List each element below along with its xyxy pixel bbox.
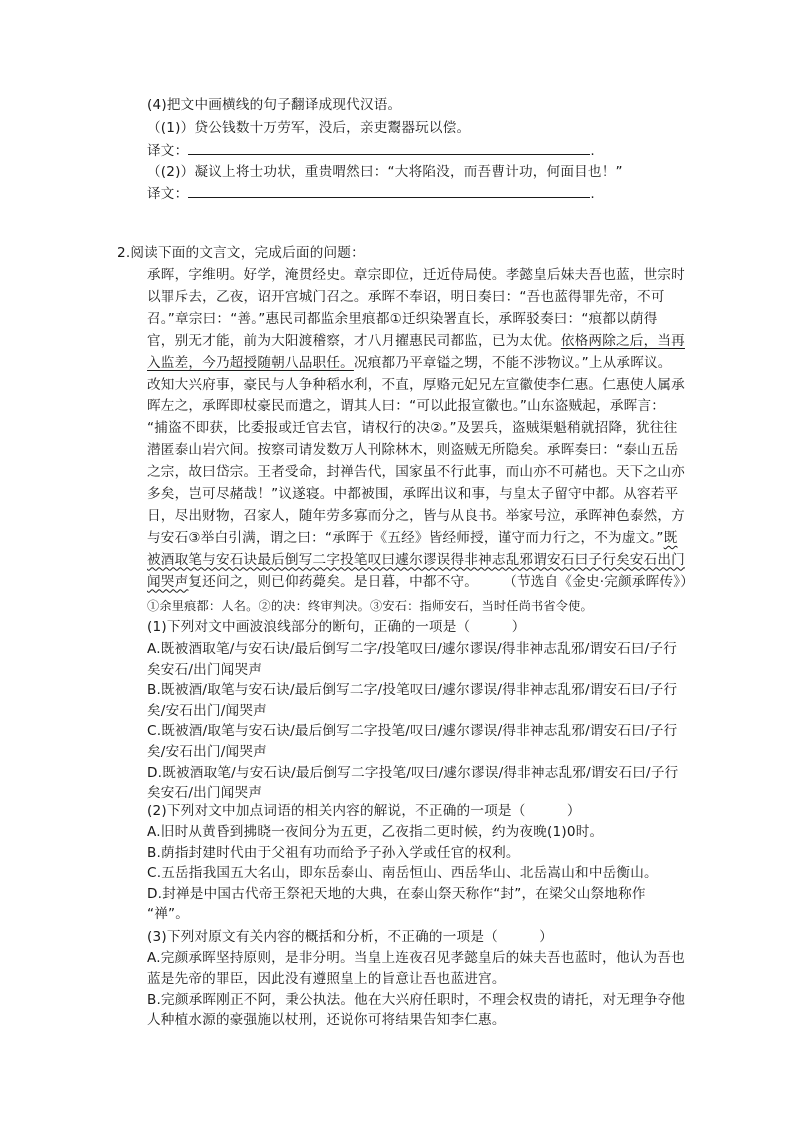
q4-sentence-2: （(2)）凝议上将士功状，重贵喟然曰：“大将陷没，而吾曹计功，何面目也！” [147,164,623,180]
passage-line [147,484,678,504]
passage-text: 改知大兴府事，豪民与人争种稻水利，不直，厚赂元妃兄左宣徽使李仁惠。仁惠使人属承 [147,376,685,393]
answer-end: . [590,186,595,202]
passage-text: 多矣，岂可尽赭哉！”议遂寝。中都被围，承晖出议和事，与皇太子留守中都。从容若平 [147,486,679,502]
passage-text: “捕盗不即获，比委报或迁官去官，请权行的决②。”及罢兵，盗贼渠魁稍就招降，犹往往 [147,420,678,437]
option-line: B.既被酒/取笔与安石诀/最后倒写二字/投笔叹曰/遽尔谬误/得非神志乱邪/谓安石曰/子行 [147,682,678,699]
question-1-stem: (1)下列对文中画波浪线部分的断句，正确的一项是（ ） [147,619,526,635]
passage-text: 之宗，故曰岱宗。王者受命，封禅告代，国家虽不行此事，而山亦不可赭也。天下之山亦 [147,464,685,481]
option-line: 蓝是先帝的罪臣，因此没有遵照皇上的旨意让吾也蓝进宫。 [147,970,506,987]
passage-line [147,309,658,329]
option-line: C.既被酒/取笔与安石诀/最后倒写二字投笔/叹曰/遽尔谬误/得非神志乱邪/谓安石曰/子行 [147,723,678,740]
passage-line [147,440,678,460]
q4-sentence-1: （(1)）贷公钱数十万劳军，没后，亲吏鬻器玩以偿。 [147,120,471,136]
question-3-stem: (3)下列对原文有关内容的概括和分析，不正确的一项是（ ） [147,929,554,945]
passage-line [147,506,685,526]
passage-text: 召。”章宗曰：“善。”惠民司都监余里痕都①迁织染署直长，承晖驳奏曰：“痕都以荫得 [147,310,658,327]
option-line: B.完颜承晖刚正不阿，秉公执法。他在大兴府任职时，不理会权贵的请托，对无理争夺他 [147,991,686,1008]
passage-text: 以罪斥去，乙夜，诏开宫城门召之。承晖不奉诏，明日奏曰：“吾也蓝得罪先帝，不可 [147,288,665,305]
passage-text: 承晖，字维明。好学，淹贯经史。章宗即位，迁近侍局使。孝懿皇后妹夫吾也蓝，世宗时 [147,267,685,283]
passage-text: 与安石③举白引满，谓之曰：“承晖于《五经》皆经师授，谨守而力行之，不为虚文。” [147,529,664,546]
passage-line [147,287,665,307]
option-line: 矣/安石出门/闻哭声 [147,702,267,719]
answer-line-2 [147,183,595,204]
passage-text: 日，尽出财物，召家人，随年劳多寡而分之，皆与从良书。举家号泣，承晖神色泰然，方 [147,507,685,524]
passage-text: 潜匿泰山岩穴间。按察司请发数万人刊除林木，则盗贼无所隐矣。承晖奏曰：“泰山五岳 [147,442,679,459]
option-line: B.荫指封建时代由于父祖有功而给予子孙入学或任官的权利。 [147,844,520,861]
option-line: A.旧时从黄昏到拂晓一夜间分为五更，乙夜指二更时候，约为夜晚(1)0时。 [147,824,604,840]
passage-text: 复还问之，则已仰药薨矣。是日暮，中都不守。 [188,573,479,590]
option-line: 矣安石/出门闻哭声 [147,785,263,802]
passage-line [147,462,685,482]
option-line: 矣安石/出门闻哭声 [147,661,263,678]
passage-text: 晖左之，承晖即杖豪民而遣之，谓其人曰：“可以此报宣徽也。”山东盗贼起，承晖言： [147,398,666,415]
passage-text: 况痕都乃平章镒之甥，不能不涉物议。”上从承晖议。 [353,354,672,371]
option-line: D.封禅是中国古代帝王祭祀天地的大典，在泰山祭天称作“封”，在梁父山祭地称作 [147,885,646,902]
answer-label: 译文： [147,186,189,202]
option-line: D.既被酒取笔/与安石诀/最后倒写二字投笔/叹曰/遽尔谬误/得非神志乱邪/谓安石曰/子行 [147,764,679,781]
underlined-sentence: 入监差，今乃超授随朝八品职任。 [147,354,354,371]
option-line: A.完颜承晖坚持原则，是非分明。当皇上连夜召见孝懿皇后的妹夫吾也蓝时，他认为吾也 [147,950,685,966]
answer-end: . [590,143,595,159]
passage-line [147,550,685,570]
passage-line [147,331,685,351]
q4-instruction: (4)把文中画横线的句子翻译成现代汉语。 [147,97,402,113]
option-line: 人种植水源的豪强施以杖刑，还说你可将结果告知李仁惠。 [147,1012,506,1029]
passage-line [147,396,665,416]
section-2-title: 2.阅读下面的文言文，完成后面的问题： [117,245,365,261]
wavy-underlined-text: 既 [663,529,678,546]
passage-line [147,528,677,548]
answer-line-1 [147,140,595,161]
option-line: “禅”。 [147,906,190,923]
passage-line [147,418,677,438]
wavy-underlined-text: 闻哭声 [147,573,189,590]
answer-label: 译文： [147,143,189,159]
passage-line [147,572,478,592]
footnotes: ①余里痕都：人名。②的决：终审判决。③安石：指师安石，当时任尚书省令使。 [147,599,593,613]
option-line: A.既被酒取笔/与安石诀/最后倒写二字/投笔叹曰/遽尔谬误/得非神志乱邪/谓安石曰/子行 [147,641,678,657]
passage-text: 官，别无才能，前为大阳渡稽察，才八月擢惠民司都监，已为太优。 [147,332,561,349]
underlined-sentence: 依格两除之后，当再 [560,332,685,349]
passage-line [147,353,672,373]
answer-blank-1[interactable] [188,140,590,155]
passage-line [147,375,685,395]
question-2-stem: (2)下列对文中加点词语的相关内容的解说，不正确的一项是（ ） [147,803,581,819]
answer-blank-2[interactable] [188,183,590,198]
source-citation: （节选自《金史·完颜承晖传》） [503,574,694,590]
option-line: C.五岳指我国五大名山，即东岳泰山、南岳恒山、西岳华山、北岳嵩山和中岳衡山。 [147,865,658,882]
option-line: 矣/安石出门/闻哭声 [147,744,267,760]
passage-line [147,265,685,285]
wavy-underlined-text: 被酒取笔与安石诀最后倒写二字投笔叹曰遽尔谬误得非神志乱邪谓安石曰子行矣安石出门 [147,551,685,568]
